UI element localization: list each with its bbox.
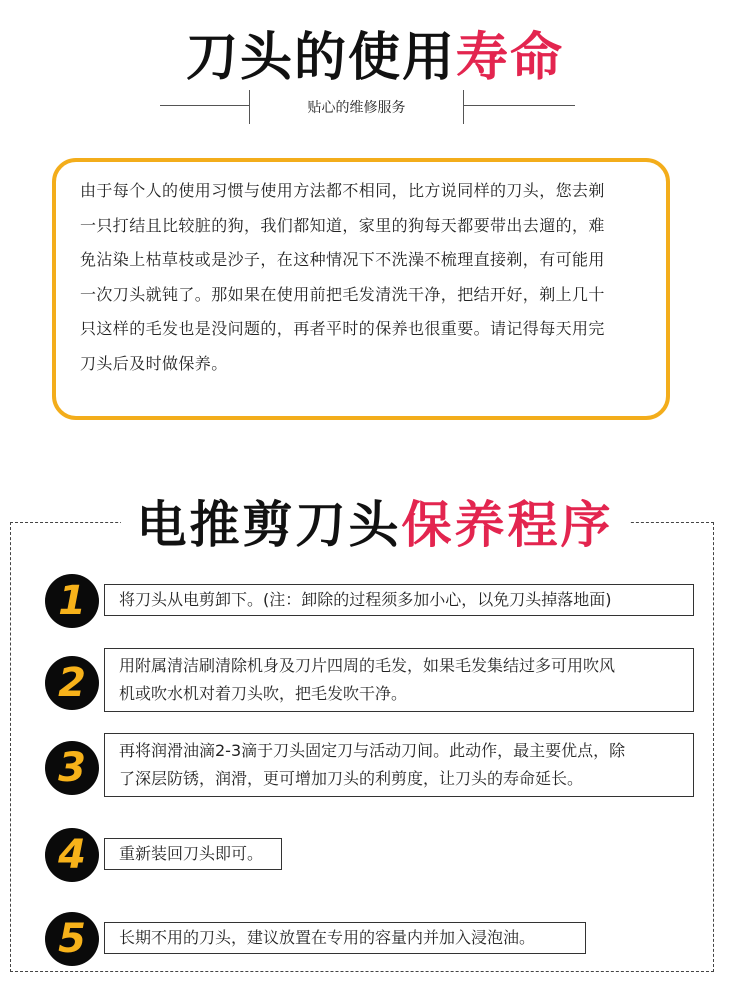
step-number-badge: 4 — [45, 828, 99, 882]
step-text-box — [104, 584, 694, 616]
page-title — [0, 22, 750, 94]
step-text: 重新装回刀头即可。 — [119, 844, 264, 863]
intro-line: 一只打结且比较脏的狗，我们都知道，家里的狗每天都要带出去遛的，难 — [80, 215, 605, 235]
step-text: 用附属清洁刷清除机身及刀片四周的毛发，如果毛发集结过多可用吹风 — [119, 656, 616, 675]
intro-line: 免沾染上枯草枝或是沙子，在这种情况下不洗澡不梳理直接剃，有可能用 — [80, 250, 605, 269]
step-number-badge: 5 — [45, 912, 99, 966]
step-1 — [40, 572, 700, 632]
page-title-main: 刀头的使用 — [185, 28, 456, 88]
procedure-title-highlight: 保养程序 — [401, 496, 614, 554]
subtitle-divider-tick-right — [463, 90, 464, 124]
subtitle-divider-left — [160, 105, 250, 106]
procedure-title — [0, 490, 750, 560]
subtitle: 贴心的维修服务 — [307, 100, 406, 116]
step-number-badge: 1 — [45, 574, 99, 628]
intro-text — [80, 174, 648, 381]
step-number-badge: 3 — [45, 741, 99, 795]
step-text: 将刀头从电剪卸下。(注：卸除的过程须多加小心，以免刀头掉落地面) — [119, 590, 612, 609]
step-text-box — [104, 733, 694, 797]
step-4 — [40, 826, 700, 886]
procedure-title-main: 电推剪刀头 — [136, 496, 402, 554]
step-5 — [40, 910, 700, 970]
intro-line: 刀头后及时做保养。 — [80, 353, 228, 373]
step-3 — [40, 733, 700, 803]
intro-line: 只这样的毛发也是没问题的，再者平时的保养也很重要。请记得每天用完 — [80, 319, 605, 338]
step-text: 了深层防锈，润滑，更可增加刀头的利剪度，让刀头的寿命延长。 — [119, 769, 584, 788]
step-text: 长期不用的刀头，建议放置在专用的容量内并加入浸泡油。 — [119, 928, 536, 947]
step-number-badge: 2 — [45, 656, 99, 710]
step-2 — [40, 648, 700, 718]
step-text-box — [104, 922, 586, 954]
step-text-box — [104, 648, 694, 712]
intro-line: 一次刀头就钝了。那如果在使用前把毛发清洗干净，把结开好，剃上几十 — [80, 284, 605, 304]
subtitle-divider-right — [463, 105, 575, 106]
step-text: 机或吹水机对着刀头吹，把毛发吹干净。 — [119, 684, 408, 703]
step-text: 再将润滑油滴2-3滴于刀头固定刀与活动刀间。此动作，最主要优点，除 — [119, 741, 626, 760]
page-title-highlight: 寿命 — [456, 28, 565, 88]
intro-line: 由于每个人的使用习惯与使用方法都不相同，比方说同样的刀头，您去剃 — [80, 181, 605, 200]
step-text-box — [104, 838, 282, 870]
intro-box — [52, 158, 670, 420]
